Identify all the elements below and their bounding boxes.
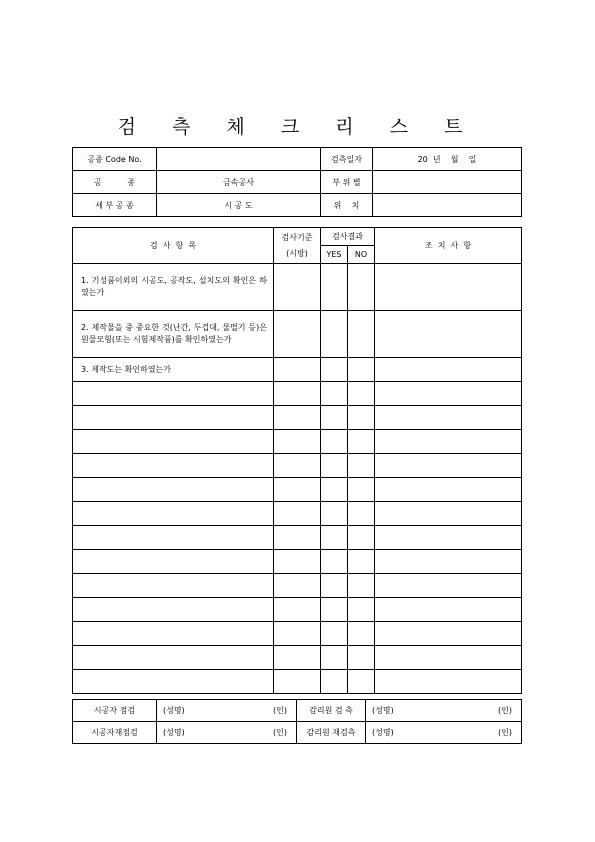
action-cell[interactable] <box>375 526 522 550</box>
yes-cell[interactable] <box>321 264 348 311</box>
check-item-text: 3. 제작도는 확인하였는가 <box>73 358 274 382</box>
standard-cell[interactable] <box>274 622 321 646</box>
table-row <box>73 382 522 406</box>
work-field[interactable]: 금속공사 <box>157 171 321 194</box>
standard-cell[interactable] <box>274 430 321 454</box>
signature-row <box>73 722 522 744</box>
table-row <box>73 598 522 622</box>
check-item-cell[interactable] <box>73 598 274 622</box>
contractor-check-label: 시공자 점검 <box>73 700 157 722</box>
no-cell[interactable] <box>348 598 375 622</box>
supervisor-reinspection-label: 감리원 재검측 <box>297 722 366 744</box>
check-item-text: 1. 기성품이외의 시공도, 공작도, 설치도의 확인은 하였는가 <box>73 264 274 311</box>
action-cell[interactable] <box>375 406 522 430</box>
checklist-header-row <box>73 228 522 246</box>
no-cell[interactable] <box>348 430 375 454</box>
info-row-code <box>73 148 522 171</box>
action-cell[interactable] <box>375 454 522 478</box>
yes-cell[interactable] <box>321 502 348 526</box>
yes-cell[interactable] <box>321 598 348 622</box>
check-item-cell[interactable] <box>73 526 274 550</box>
check-item-cell[interactable] <box>73 574 274 598</box>
action-cell[interactable] <box>375 550 522 574</box>
yes-cell[interactable] <box>321 622 348 646</box>
table-row <box>73 430 522 454</box>
standard-cell[interactable] <box>274 598 321 622</box>
yes-cell[interactable] <box>321 526 348 550</box>
table-row <box>73 550 522 574</box>
no-cell[interactable] <box>348 382 375 406</box>
table-row <box>73 454 522 478</box>
action-cell[interactable] <box>375 311 522 358</box>
yes-cell[interactable] <box>321 454 348 478</box>
action-cell[interactable] <box>375 430 522 454</box>
name-label: (성명) <box>372 706 394 715</box>
no-cell[interactable] <box>348 478 375 502</box>
yes-cell[interactable] <box>321 574 348 598</box>
yes-cell[interactable] <box>321 478 348 502</box>
check-item-cell[interactable] <box>73 646 274 670</box>
table-row <box>73 502 522 526</box>
seal-label: (인) <box>498 706 512 715</box>
no-cell[interactable] <box>348 311 375 358</box>
check-item-cell[interactable] <box>73 478 274 502</box>
action-cell[interactable] <box>375 478 522 502</box>
table-row <box>73 311 522 358</box>
check-item-cell[interactable] <box>73 670 274 694</box>
table-row <box>73 574 522 598</box>
action-cell[interactable] <box>375 502 522 526</box>
no-cell[interactable] <box>348 670 375 694</box>
supervisor-reinspection-signature-field[interactable] <box>366 722 522 744</box>
table-row <box>73 406 522 430</box>
code-label: 공종 Code No. <box>73 148 157 171</box>
action-cell[interactable] <box>375 622 522 646</box>
info-row-work <box>73 171 522 194</box>
date-label: 검측일자 <box>321 148 373 171</box>
part-field[interactable] <box>373 171 522 194</box>
standard-cell[interactable] <box>274 526 321 550</box>
info-row-detail <box>73 194 522 217</box>
check-item-cell[interactable] <box>73 454 274 478</box>
col-standard-sublabel: (시방) <box>286 248 308 258</box>
contractor-recheck-signature-field[interactable] <box>157 722 297 744</box>
seal-label: (인) <box>498 728 512 737</box>
detail-field[interactable]: 시 공 도 <box>157 194 321 217</box>
standard-cell[interactable] <box>274 406 321 430</box>
yes-cell[interactable] <box>321 430 348 454</box>
yes-cell[interactable] <box>321 311 348 358</box>
no-cell[interactable] <box>348 574 375 598</box>
name-label: (성명) <box>163 728 185 737</box>
no-cell[interactable] <box>348 406 375 430</box>
table-row <box>73 646 522 670</box>
table-row <box>73 670 522 694</box>
action-cell[interactable] <box>375 598 522 622</box>
col-standard-label: 검사기준 <box>281 232 313 242</box>
no-cell[interactable] <box>348 502 375 526</box>
date-field[interactable]: 20 년 월 일 <box>373 148 522 171</box>
col-item-header: 검 사 항 목 <box>73 228 274 264</box>
standard-cell[interactable] <box>274 550 321 574</box>
seal-label: (인) <box>273 706 287 715</box>
table-row <box>73 526 522 550</box>
signature-table <box>72 699 522 744</box>
work-label: 공 종 <box>73 171 157 194</box>
table-row <box>73 358 522 382</box>
action-cell[interactable] <box>375 646 522 670</box>
table-row <box>73 622 522 646</box>
name-label: (성명) <box>163 706 185 715</box>
supervisor-inspection-label: 감리원 검 측 <box>297 700 366 722</box>
check-item-text: 2. 제작물을 중 중요한 것(난간, 두겁대, 물떨기 등)은 원물모형(또는 시험제작품)를 확인하였는가 <box>73 311 274 358</box>
page-title: 검 측 체 크 리 스 트 <box>117 116 478 138</box>
check-item-cell[interactable] <box>73 622 274 646</box>
standard-cell[interactable] <box>274 454 321 478</box>
signature-row <box>73 700 522 722</box>
name-label: (성명) <box>372 728 394 737</box>
no-cell[interactable] <box>348 526 375 550</box>
no-cell[interactable] <box>348 646 375 670</box>
standard-cell[interactable] <box>274 502 321 526</box>
no-cell[interactable] <box>348 454 375 478</box>
check-item-cell[interactable] <box>73 550 274 574</box>
standard-cell[interactable] <box>274 646 321 670</box>
no-cell[interactable] <box>348 622 375 646</box>
standard-cell[interactable] <box>274 311 321 358</box>
checklist-table <box>72 227 522 694</box>
table-row <box>73 478 522 502</box>
check-item-cell[interactable] <box>73 502 274 526</box>
no-cell[interactable] <box>348 264 375 311</box>
yes-cell[interactable] <box>321 382 348 406</box>
standard-cell[interactable] <box>274 264 321 311</box>
no-cell[interactable] <box>348 358 375 382</box>
yes-cell[interactable] <box>321 550 348 574</box>
col-yes-header: YES <box>321 246 348 264</box>
check-item-cell[interactable] <box>73 406 274 430</box>
col-result-header: 검사결과 <box>321 228 375 246</box>
action-cell[interactable] <box>375 358 522 382</box>
table-row <box>73 264 522 311</box>
yes-cell[interactable] <box>321 670 348 694</box>
info-table <box>72 147 522 217</box>
standard-cell[interactable] <box>274 382 321 406</box>
standard-cell[interactable] <box>274 670 321 694</box>
action-cell[interactable] <box>375 670 522 694</box>
col-action-header: 조 치 사 항 <box>375 228 522 264</box>
col-no-header: NO <box>348 246 375 264</box>
code-field[interactable] <box>157 148 321 171</box>
standard-cell[interactable] <box>274 478 321 502</box>
part-label: 부 위 별 <box>321 171 373 194</box>
no-cell[interactable] <box>348 550 375 574</box>
standard-cell[interactable] <box>274 574 321 598</box>
check-item-cell[interactable] <box>73 382 274 406</box>
standard-cell[interactable] <box>274 358 321 382</box>
seal-label: (인) <box>273 728 287 737</box>
detail-label: 세 부 공 종 <box>73 194 157 217</box>
yes-cell[interactable] <box>321 358 348 382</box>
contractor-signature-field[interactable] <box>157 700 297 722</box>
supervisor-signature-field[interactable] <box>366 700 522 722</box>
col-standard-header <box>274 228 321 264</box>
yes-cell[interactable] <box>321 646 348 670</box>
location-label: 위 치 <box>321 194 373 217</box>
yes-cell[interactable] <box>321 406 348 430</box>
action-cell[interactable] <box>375 382 522 406</box>
contractor-recheck-label: 시공자재점검 <box>73 722 157 744</box>
location-field[interactable] <box>373 194 522 217</box>
action-cell[interactable] <box>375 574 522 598</box>
check-item-cell[interactable] <box>73 430 274 454</box>
action-cell[interactable] <box>375 264 522 311</box>
